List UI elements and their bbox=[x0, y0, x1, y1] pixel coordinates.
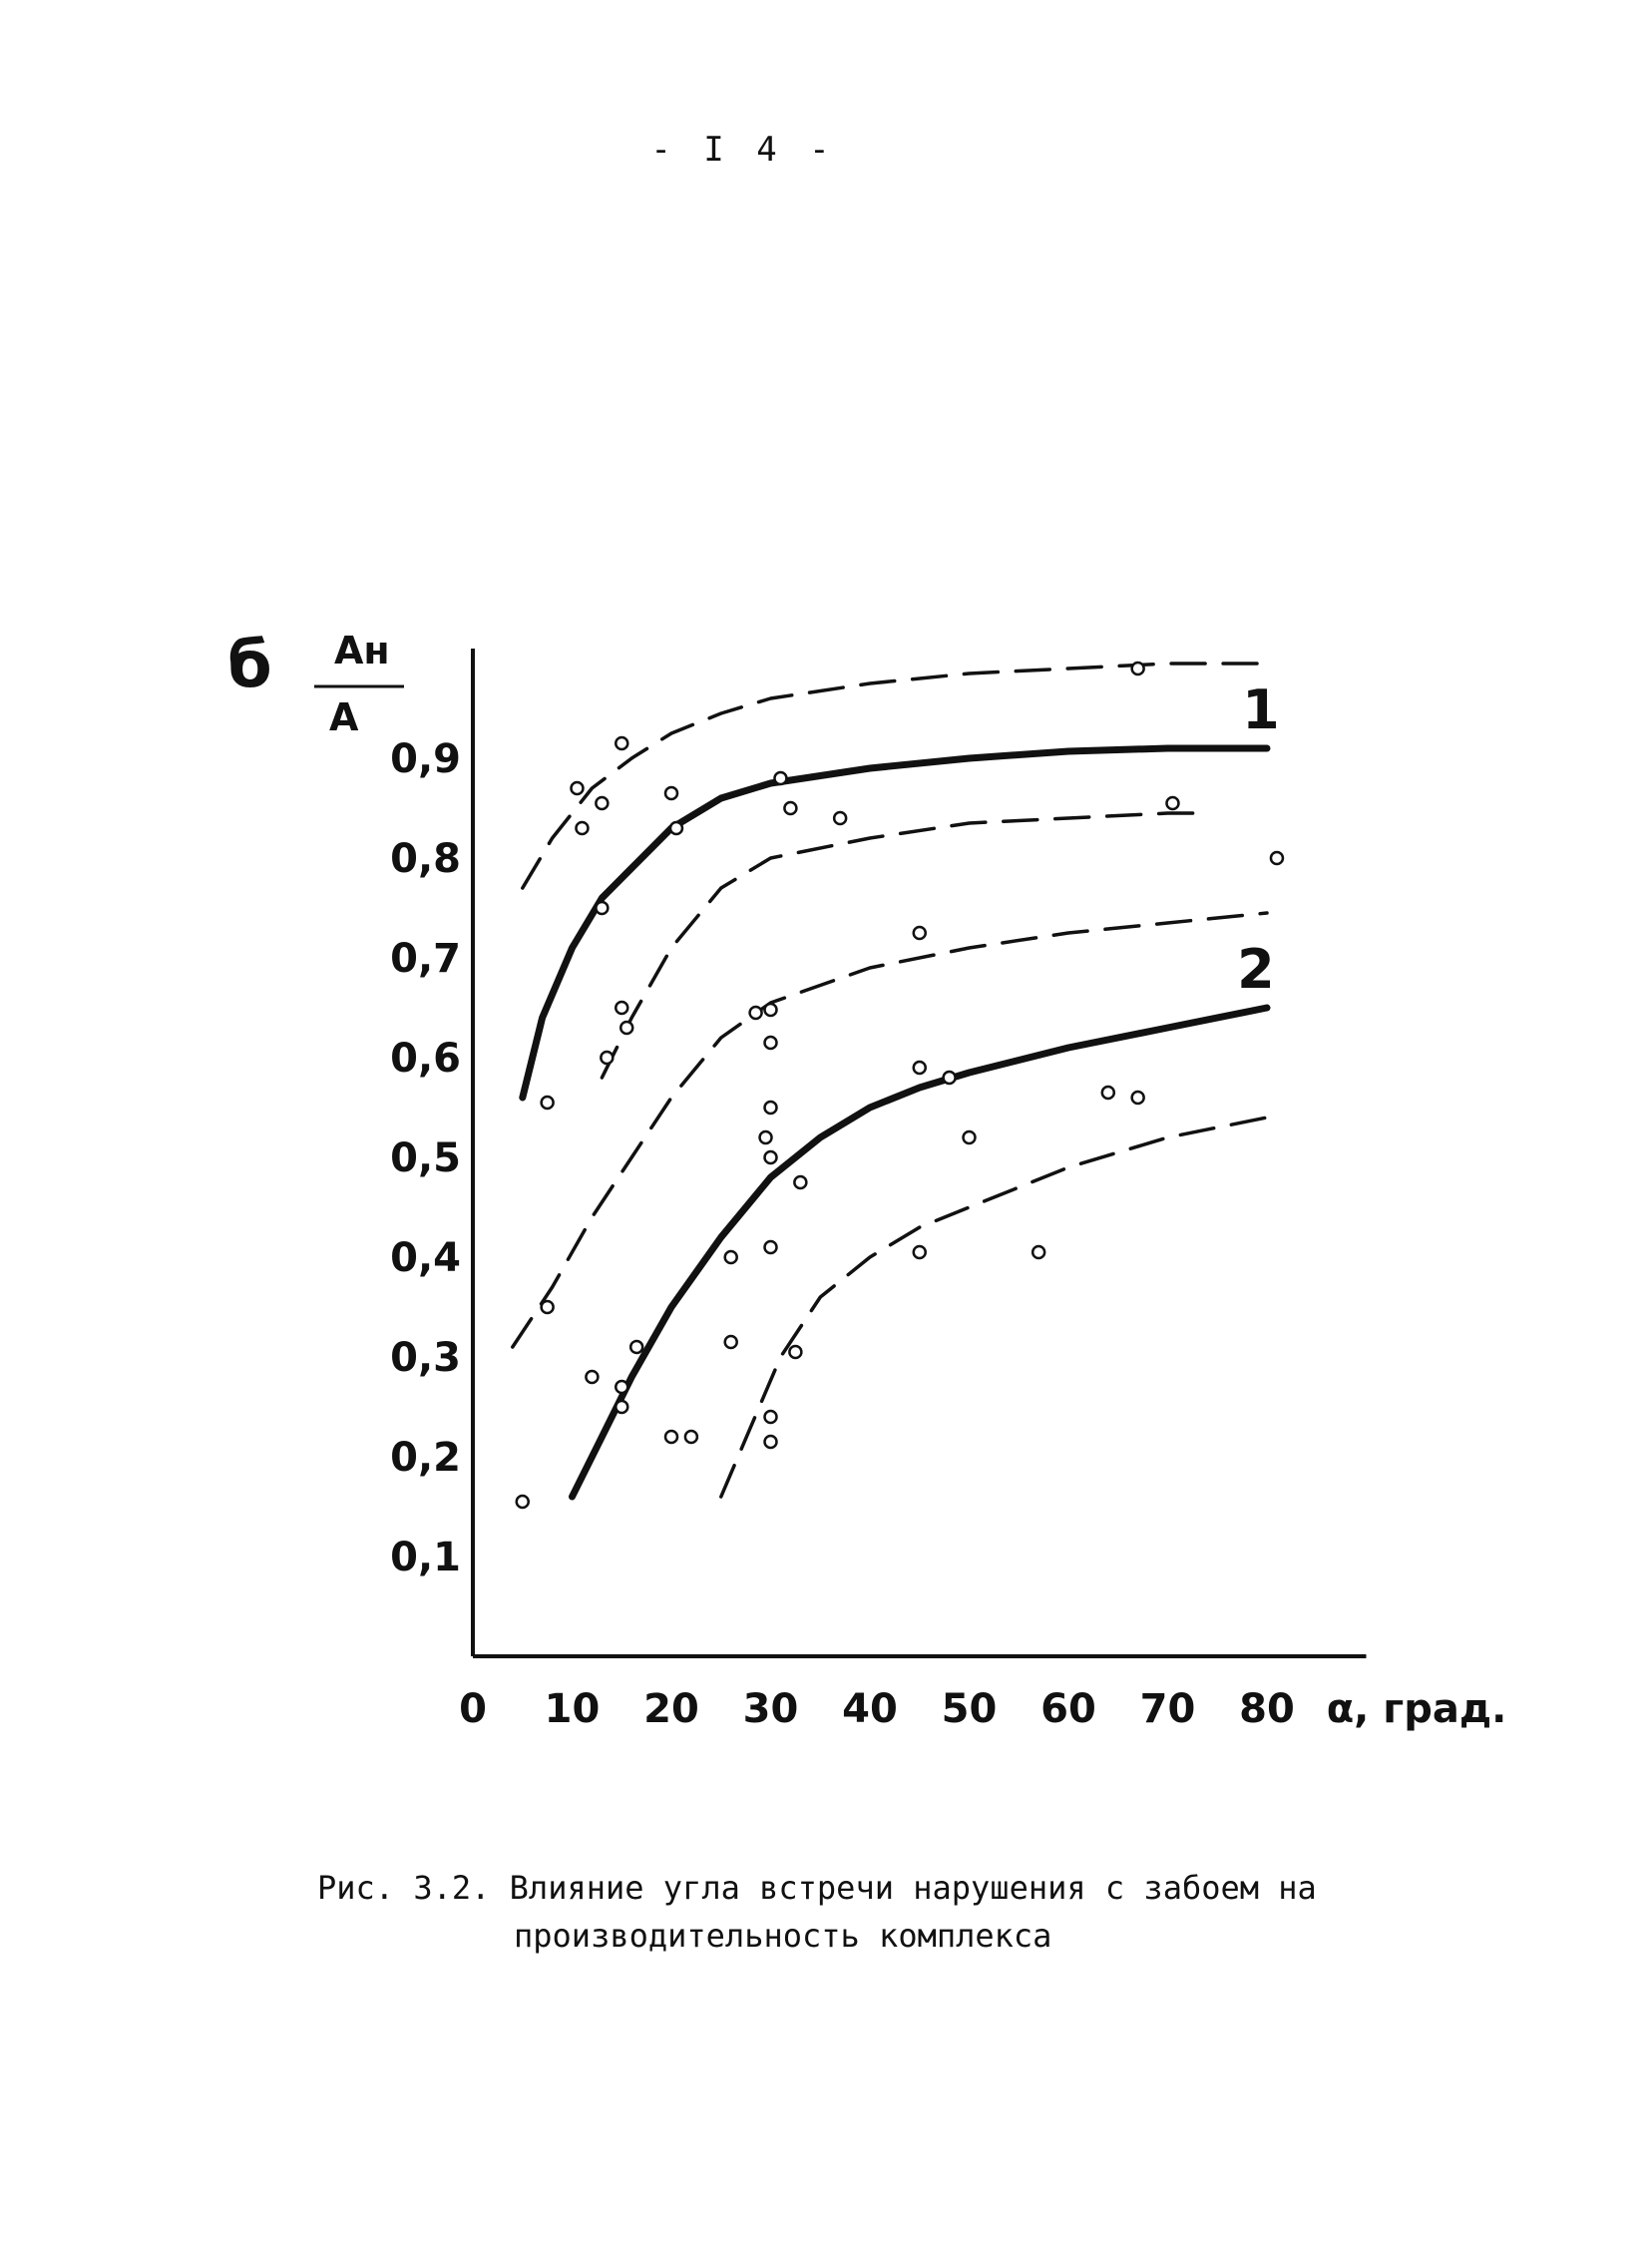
caption-line1: Влияние угла встречи нарушения с забоем на bbox=[509, 1869, 1317, 1907]
data-point bbox=[665, 1431, 677, 1443]
data-point bbox=[784, 802, 796, 814]
data-point bbox=[765, 1241, 777, 1253]
data-point bbox=[834, 812, 846, 824]
data-point bbox=[542, 1097, 554, 1109]
caption-label: Рис. 3.2. bbox=[317, 1869, 491, 1907]
x-tick-label: 20 bbox=[643, 1686, 699, 1732]
data-point bbox=[914, 1246, 926, 1258]
x-tick-label: 70 bbox=[1139, 1686, 1196, 1732]
data-point bbox=[616, 737, 627, 749]
y-axis-label bbox=[314, 629, 404, 739]
series-line-dashed bbox=[523, 664, 1257, 888]
data-point bbox=[750, 1007, 762, 1019]
series-line-dashed bbox=[513, 913, 1267, 1347]
series-line-solid bbox=[523, 748, 1267, 1098]
x-tick-labels bbox=[459, 1686, 1295, 1732]
data-point bbox=[794, 1176, 806, 1188]
data-point bbox=[1102, 1087, 1114, 1099]
data-point bbox=[765, 1037, 777, 1049]
data-point bbox=[620, 1022, 632, 1034]
data-point bbox=[774, 772, 786, 784]
figure-caption bbox=[317, 1864, 1415, 1960]
data-point bbox=[586, 1371, 598, 1383]
data-point bbox=[1032, 1246, 1044, 1258]
x-tick-label: 50 bbox=[941, 1686, 998, 1732]
y-tick-labels bbox=[390, 736, 461, 1580]
series-label: 1 bbox=[1242, 678, 1280, 741]
series-label: 2 bbox=[1237, 938, 1275, 1001]
y-tick-label: 0,9 bbox=[390, 736, 461, 782]
data-point bbox=[765, 1102, 777, 1114]
x-tick-label: 60 bbox=[1040, 1686, 1096, 1732]
data-point bbox=[914, 927, 926, 939]
data-point bbox=[1271, 852, 1283, 864]
data-point bbox=[760, 1131, 772, 1143]
data-point bbox=[1132, 663, 1144, 674]
data-point bbox=[944, 1072, 956, 1084]
data-point bbox=[685, 1431, 697, 1443]
data-point bbox=[789, 1346, 801, 1358]
series-line-dashed bbox=[721, 1118, 1267, 1497]
data-point bbox=[725, 1251, 737, 1263]
data-point bbox=[616, 1002, 627, 1014]
data-point bbox=[964, 1131, 976, 1143]
x-tick-label: 80 bbox=[1239, 1686, 1295, 1732]
data-point bbox=[725, 1336, 737, 1348]
page-number: - I 4 - bbox=[650, 130, 836, 170]
y-tick-label: 0,5 bbox=[390, 1135, 461, 1181]
data-point bbox=[517, 1496, 529, 1508]
data-point bbox=[665, 787, 677, 799]
data-point bbox=[596, 797, 608, 809]
data-point bbox=[596, 902, 608, 914]
data-point bbox=[576, 822, 588, 834]
x-tick-label: 0 bbox=[459, 1686, 487, 1732]
data-point bbox=[765, 1411, 777, 1423]
data-point bbox=[1132, 1092, 1144, 1104]
data-point bbox=[616, 1381, 627, 1393]
data-point bbox=[765, 1004, 777, 1016]
data-point bbox=[616, 1401, 627, 1413]
y-tick-label: 0,6 bbox=[390, 1036, 461, 1082]
y-axis-label-numerator: Ан bbox=[334, 629, 390, 672]
data-point bbox=[542, 1301, 554, 1313]
series-labels bbox=[1237, 678, 1280, 1001]
y-axis-label-denominator: А bbox=[329, 695, 359, 739]
x-axis-label: α, град. bbox=[1326, 1686, 1507, 1732]
data-point bbox=[630, 1341, 642, 1353]
figure-letter: б bbox=[227, 629, 272, 702]
y-tick-label: 0,3 bbox=[390, 1335, 461, 1381]
data-point bbox=[914, 1062, 926, 1074]
y-tick-label: 0,2 bbox=[390, 1435, 461, 1481]
data-point bbox=[1166, 797, 1178, 809]
y-tick-label: 0,7 bbox=[390, 936, 461, 982]
data-point bbox=[765, 1436, 777, 1448]
data-point bbox=[571, 782, 583, 794]
caption-line2: производительность комплекса bbox=[514, 1917, 1052, 1955]
x-tick-label: 40 bbox=[842, 1686, 898, 1732]
data-point bbox=[601, 1052, 613, 1064]
series-lines bbox=[513, 664, 1267, 1497]
data-point bbox=[765, 1151, 777, 1163]
x-tick-label: 30 bbox=[742, 1686, 799, 1732]
y-tick-label: 0,4 bbox=[390, 1235, 461, 1281]
data-point bbox=[670, 822, 682, 834]
y-tick-label: 0,8 bbox=[390, 836, 461, 882]
y-tick-label: 0,1 bbox=[390, 1535, 461, 1580]
x-tick-label: 10 bbox=[544, 1686, 601, 1732]
